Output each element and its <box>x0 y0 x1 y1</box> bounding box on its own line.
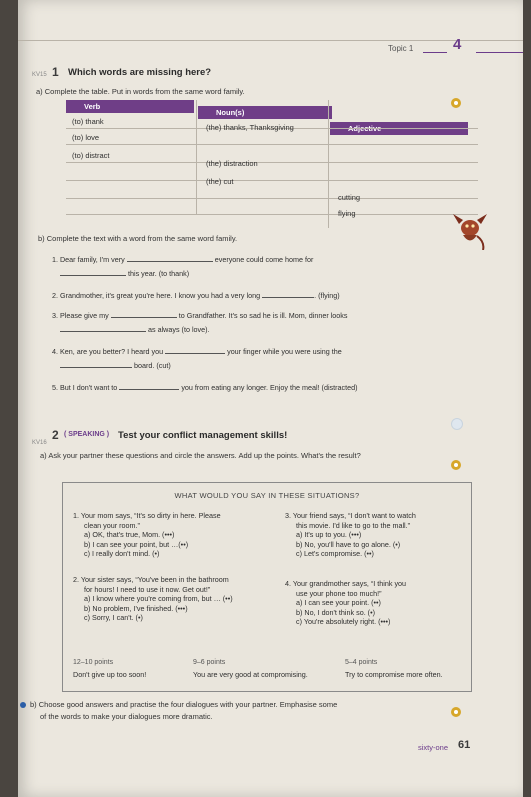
sentence-2: 2. Grandmother, it's great you're here. I know you had a very long . (flying) <box>52 291 340 300</box>
row-divider <box>66 180 478 181</box>
col-divider <box>196 100 197 214</box>
answer-option[interactable]: c) You're absolutely right. (•••) <box>296 617 391 627</box>
answer-option[interactable]: a) I know where you're coming from, but … (••) <box>84 594 233 604</box>
answer-option[interactable]: b) No, you'll have to go alone. (•) <box>296 539 401 549</box>
adjective-cell: cutting <box>338 193 361 202</box>
light-dot-icon <box>451 418 463 430</box>
question-3: 3. Your friend says, “I don't want to watch this movie. I'd like to go to the mall.” a) It's up to you. (•••) b) No, you'll have to go alone. (•) c) Let's compromise. (••) <box>285 511 416 559</box>
answer-blank[interactable] <box>165 345 225 354</box>
adjective-cell: flying <box>338 209 356 218</box>
answer-blank[interactable] <box>111 309 177 318</box>
score-result: You are very good at compromising. <box>193 670 308 679</box>
sentence-1a: 1. Dear family, I'm very everyone could come home for <box>52 255 314 264</box>
answer-option[interactable]: c) Sorry, I can't. (•) <box>84 613 143 623</box>
worksheet-ref-icon: KV15 <box>32 72 47 78</box>
header-verb: Verb <box>66 100 194 113</box>
quiz-title: WHAT WOULD YOU SAY IN THESE SITUATIONS? <box>174 491 360 500</box>
dragon-mascot-icon <box>453 210 487 250</box>
sentence-5: 5. But I don't want to you from eating any longer. Enjoy the meal! (distracted) <box>52 383 358 392</box>
answer-option[interactable]: b) No, I don't think so. (•) <box>296 607 375 617</box>
noun-cell: (the) cut <box>206 177 234 186</box>
sentence-4b: board. (cut) <box>60 359 171 371</box>
topic-rule-right <box>476 52 523 53</box>
answer-blank[interactable] <box>60 267 126 276</box>
exercise-number: 1 <box>52 65 59 79</box>
instruction-b-line2: of the words to make your dialogues more dramatic. <box>40 712 213 721</box>
book-page <box>18 0 523 797</box>
orange-dot-icon <box>451 707 461 717</box>
row-divider <box>66 198 478 199</box>
answer-option[interactable]: c) Let's compromise. (••) <box>296 549 374 559</box>
exercise-title: Which words are missing here? <box>68 67 212 78</box>
question-4: 4. Your grandmother says, “I think you use your phone too much!” a) I can see your point. (••) b) No, I don't think so. (•) c) You're absolutely right. (•••) <box>285 579 407 627</box>
orange-dot-icon <box>451 98 461 108</box>
page-number: 61 <box>458 739 471 751</box>
verb-cell: (to) thank <box>72 117 104 126</box>
answer-blank[interactable] <box>262 289 314 298</box>
col-divider <box>328 100 329 228</box>
score-range: 5–4 points <box>345 659 378 666</box>
topic-number: 4 <box>453 36 462 53</box>
instruction-b: b) Complete the text with a word from the same word family. <box>38 234 238 243</box>
question-2: 2. Your sister says, “You've been in the bathroom for hours! I need to use it now. Get out!” a) I know where you're coming from, but … (••) b) No problem, I've finished. (•••) c) Sorry, I can't. (•) <box>73 575 233 623</box>
answer-option[interactable]: c) I really don't mind. (•) <box>84 549 160 559</box>
answer-option[interactable]: a) I can see your point. (••) <box>296 598 381 608</box>
verb-cell: (to) distract <box>72 151 110 160</box>
top-rule <box>18 40 523 41</box>
row-divider <box>66 214 478 215</box>
speaking-tag: ( SPEAKING ) <box>64 431 110 438</box>
sentence-1b: this year. (to thank) <box>60 267 189 279</box>
instruction-b-line1: b) Choose good answers and practise the four dialogues with your partner. Emphasise some <box>30 700 338 709</box>
instruction-a: a) Complete the table. Put in words from the same word family. <box>36 87 245 96</box>
exercise-title: Test your conflict management skills! <box>118 430 288 441</box>
topic-rule-left <box>423 52 447 53</box>
topic-label: Topic 1 <box>388 44 414 53</box>
quiz-box <box>62 482 472 692</box>
word-family-table <box>66 100 478 228</box>
answer-blank[interactable] <box>60 323 146 332</box>
score-range: 12–10 points <box>73 659 114 666</box>
sentence-3b: as always (to love). <box>60 323 210 335</box>
noun-cell: (the) distraction <box>206 159 258 168</box>
verb-cell: (to) love <box>72 133 100 142</box>
row-divider <box>66 144 478 145</box>
answer-blank[interactable] <box>119 381 179 390</box>
answer-blank[interactable] <box>60 359 132 368</box>
orange-dot-icon <box>451 460 461 470</box>
worksheet-ref-icon: KV16 <box>32 440 47 446</box>
question-1: 1. Your mom says, “It's so dirty in here. Please clean your room.” a) OK, that's true, Mom. (•••) b) I can see your point, but …(••) c) I really don't mind. (•) <box>73 511 221 559</box>
exercise-number: 2 <box>52 428 59 442</box>
score-result: Try to compromise more often. <box>345 670 443 679</box>
header-noun: Noun(s) <box>198 106 332 119</box>
page-word: sixty-one <box>418 743 449 752</box>
answer-option[interactable]: b) I can see your point, but …(••) <box>84 539 189 549</box>
sentence-3a: 3. Please give my to Grandfather. It's so sad he is ill. Mom, dinner looks <box>52 311 348 320</box>
blue-bullet-icon <box>20 702 26 708</box>
row-divider <box>66 162 478 163</box>
answer-option[interactable]: b) No problem, I've finished. (•••) <box>84 603 188 613</box>
score-result: Don't give up too soon! <box>73 670 147 679</box>
instruction-a: a) Ask your partner these questions and circle the answers. Add up the points. What's the result? <box>40 451 361 460</box>
sentence-4a: 4. Ken, are you better? I heard you your finger while you were using the <box>52 347 342 356</box>
answer-blank[interactable] <box>127 253 213 262</box>
answer-option[interactable]: a) OK, that's true, Mom. (•••) <box>84 530 175 540</box>
answer-option[interactable]: a) It's up to you. (•••) <box>296 530 362 540</box>
score-range: 9–6 points <box>193 659 226 666</box>
noun-cell: (the) thanks, Thanksgiving <box>206 123 294 132</box>
